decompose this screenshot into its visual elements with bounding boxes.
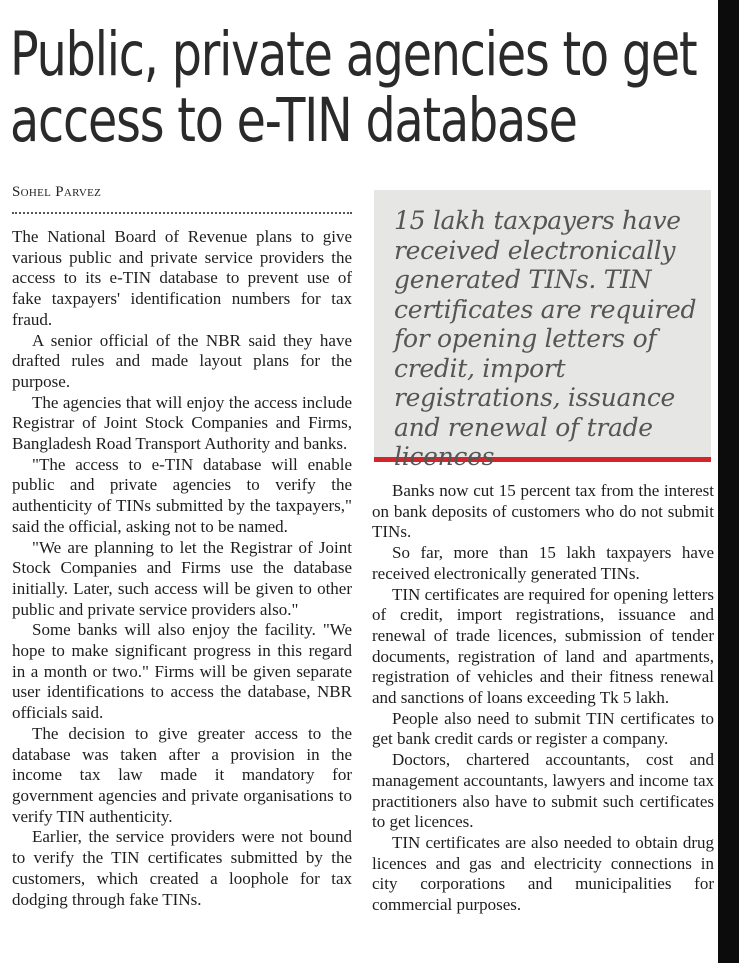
pull-quote-box xyxy=(374,190,711,471)
paragraph: The agencies that will enjoy the access include Registrar of Joint Stock Companies and Firms, Bangladesh Road Transport Authority and banks. xyxy=(12,392,352,454)
paragraph: Doctors, chartered accountants, cost and management accountants, lawyers and income tax practitioners also have to submit such certificates to get licences. xyxy=(372,750,714,832)
article-column-right xyxy=(372,481,714,916)
page-edge-border xyxy=(718,0,739,963)
paragraph: So far, more than 15 lakh taxpayers have received electronically generated TINs. xyxy=(372,543,714,583)
paragraph: A senior official of the NBR said they have drafted rules and made layout plans for the purpose. xyxy=(12,330,352,391)
pull-quote: 15 lakh taxpayers have received electronically generated TINs. TIN certificates are required for opening letters of credit, import registrations, issuance and renewal of trade licences xyxy=(394,206,697,471)
article-column-left xyxy=(12,227,352,910)
paragraph: "We are planning to let the Registrar of Joint Stock Companies and Firms use the database initially. Later, such access will be given to other public and private service providers also." xyxy=(12,537,352,619)
paragraph: TIN certificates are required for opening letters of credit, import registrations, issuance and renewal of trade licences, submission of tender documents, registration of land and apartments, registration of vehicles and their fitness renewal and sanctions of loans exceeding Tk 5 lakh. xyxy=(372,584,714,708)
byline: Sohel Parvez xyxy=(12,184,102,200)
paragraph: "The access to e-TIN database will enable public and private agencies to verify the authenticity of TINs submitted by the taxpayers," said the official, asking not to be named. xyxy=(12,454,352,536)
paragraph: The National Board of Revenue plans to give various public and private service providers the access to its e-TIN database to prevent use of fake taxpayers' identification numbers for tax fraud. xyxy=(12,227,352,329)
headline: Public, private agencies to get access to e-TIN database xyxy=(10,19,697,156)
paragraph: Banks now cut 15 percent tax from the interest on bank deposits of customers who do not submit TINs. xyxy=(372,481,714,542)
paragraph: TIN certificates are also needed to obtain drug licences and gas and electricity connections in city corporations and municipalities for commercial purposes. xyxy=(372,832,714,915)
paragraph: People also need to submit TIN certificates to get bank credit cards or register a company. xyxy=(372,708,714,749)
paragraph: The decision to give greater access to the database was taken after a provision in the income tax law made it mandatory for government agencies and private organisations to verify TIN authenticity. xyxy=(12,723,352,826)
byline-divider xyxy=(12,212,352,214)
paragraph: Earlier, the service providers were not bound to verify the TIN certificates submitted by the customers, which created a loophole for tax dodging through fake TINs. xyxy=(12,827,352,909)
paragraph: Some banks will also enjoy the facility. "We hope to make significant progress in this regard in a month or two." Firms will be given separate user identifications to access the database, NBR officials said. xyxy=(12,620,352,723)
